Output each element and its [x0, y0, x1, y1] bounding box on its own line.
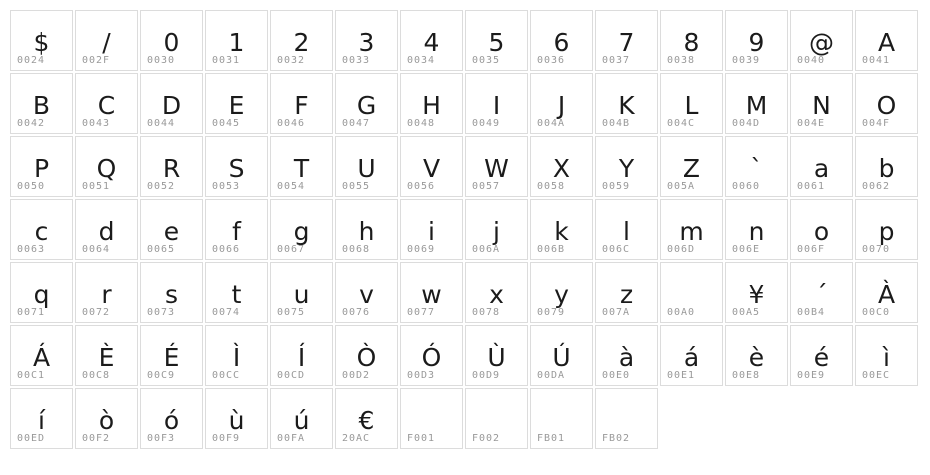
glyph-char: M: [745, 91, 768, 120]
glyph-cell-00F9[interactable]: [205, 388, 268, 449]
codepoint-label: 00DA: [537, 370, 566, 381]
glyph-cell-0043[interactable]: [75, 73, 138, 134]
glyph-char: 9: [748, 28, 765, 57]
glyph-cell-00CD[interactable]: [270, 325, 333, 386]
codepoint-label: FB01: [537, 433, 566, 444]
codepoint-label: 00B4: [797, 307, 826, 318]
glyph-char: T: [293, 154, 310, 183]
codepoint-label: 0036: [537, 55, 566, 66]
glyph-char: ´: [815, 280, 828, 309]
glyph-char: u: [293, 280, 310, 309]
glyph-char: C: [97, 91, 116, 120]
glyph-char: ù: [228, 406, 245, 435]
codepoint-label: 00C0: [862, 307, 891, 318]
glyph-cell-0055[interactable]: [335, 136, 398, 197]
codepoint-label: FB02: [602, 433, 631, 444]
codepoint-label: 0047: [342, 118, 371, 129]
glyph-cell-0075[interactable]: [270, 262, 333, 323]
glyph-char: U: [357, 154, 376, 183]
glyph-char: A: [877, 28, 896, 57]
codepoint-label: 0046: [277, 118, 306, 129]
codepoint-label: 0037: [602, 55, 631, 66]
codepoint-label: 0050: [17, 181, 46, 192]
glyph-cell-006A[interactable]: [465, 199, 528, 260]
glyph-cell-0074[interactable]: [205, 262, 268, 323]
codepoint-label: 00E0: [602, 370, 631, 381]
glyph-cell-0032[interactable]: [270, 10, 333, 71]
glyph-cell-0056[interactable]: [400, 136, 463, 197]
codepoint-label: 0060: [732, 181, 761, 192]
glyph-cell-0069[interactable]: [400, 199, 463, 260]
codepoint-label: 004D: [732, 118, 761, 129]
glyph-char: ó: [163, 406, 180, 435]
glyph-cell-00CC[interactable]: [205, 325, 268, 386]
glyph-cell-00E8[interactable]: [725, 325, 788, 386]
glyph-char: Ì: [232, 343, 241, 372]
codepoint-label: 00CC: [212, 370, 241, 381]
codepoint-label: 00E8: [732, 370, 761, 381]
glyph-cell-00A0[interactable]: [660, 262, 723, 323]
codepoint-label: 0032: [277, 55, 306, 66]
codepoint-label: 002F: [82, 55, 111, 66]
glyph-cell-00C0[interactable]: [855, 262, 918, 323]
glyph-cell-004B[interactable]: [595, 73, 658, 134]
glyph-char: L: [684, 91, 699, 120]
glyph-char: v: [359, 280, 374, 309]
codepoint-label: 007A: [602, 307, 631, 318]
glyph-cell-0049[interactable]: [465, 73, 528, 134]
glyph-char: 3: [358, 28, 375, 57]
codepoint-label: 006B: [537, 244, 566, 255]
codepoint-label: 0061: [797, 181, 826, 192]
codepoint-label: 00A0: [667, 307, 696, 318]
glyph-char: E: [228, 91, 245, 120]
glyph-char: ì: [883, 343, 890, 372]
codepoint-label: 0066: [212, 244, 241, 255]
codepoint-label: 0074: [212, 307, 241, 318]
glyph-char: S: [228, 154, 245, 183]
glyph-cell-0048[interactable]: [400, 73, 463, 134]
codepoint-label: 0045: [212, 118, 241, 129]
glyph-cell-00EC[interactable]: [855, 325, 918, 386]
codepoint-label: 006C: [602, 244, 631, 255]
glyph-char: 8: [683, 28, 700, 57]
glyph-char: 7: [618, 28, 635, 57]
glyph-char: 5: [488, 28, 505, 57]
glyph-char: €: [358, 406, 375, 435]
glyph-cell-0066[interactable]: [205, 199, 268, 260]
glyph-char: d: [98, 217, 115, 246]
glyph-char: n: [748, 217, 765, 246]
glyph-cell-0078[interactable]: [465, 262, 528, 323]
codepoint-label: 0073: [147, 307, 176, 318]
glyph-char: É: [163, 343, 180, 372]
glyph-char: m: [679, 217, 704, 246]
glyph-cell-FB01[interactable]: [530, 388, 593, 449]
codepoint-label: 0069: [407, 244, 436, 255]
glyph-cell-F001[interactable]: [400, 388, 463, 449]
glyph-char: z: [619, 280, 634, 309]
glyph-cell-0040[interactable]: [790, 10, 853, 71]
codepoint-label: 0054: [277, 181, 306, 192]
glyph-char: X: [552, 154, 571, 183]
glyph-cell-00D2[interactable]: [335, 325, 398, 386]
glyph-char: Í: [297, 343, 306, 372]
codepoint-label: 0057: [472, 181, 501, 192]
glyph-cell-004A[interactable]: [530, 73, 593, 134]
codepoint-label: 0078: [472, 307, 501, 318]
codepoint-label: 0071: [17, 307, 46, 318]
codepoint-label: 00EC: [862, 370, 891, 381]
codepoint-label: 005A: [667, 181, 696, 192]
codepoint-label: 004C: [667, 118, 696, 129]
glyph-char: O: [876, 91, 897, 120]
glyph-cell-006F[interactable]: [790, 199, 853, 260]
codepoint-label: 00D2: [342, 370, 371, 381]
glyph-char: y: [554, 280, 569, 309]
glyph-cell-0037[interactable]: [595, 10, 658, 71]
codepoint-label: 0077: [407, 307, 436, 318]
codepoint-label: 004B: [602, 118, 631, 129]
glyph-char: k: [554, 217, 569, 246]
glyph-char: b: [878, 154, 895, 183]
glyph-cell-0061[interactable]: [790, 136, 853, 197]
glyph-char: À: [877, 280, 896, 309]
glyph-char: j: [493, 217, 500, 246]
codepoint-label: 20AC: [342, 433, 371, 444]
glyph-cell-0030[interactable]: [140, 10, 203, 71]
codepoint-label: 00E9: [797, 370, 826, 381]
codepoint-label: 0040: [797, 55, 826, 66]
codepoint-label: 0068: [342, 244, 371, 255]
glyph-char: o: [813, 217, 830, 246]
glyph-cell-006D[interactable]: [660, 199, 723, 260]
glyph-char: 6: [553, 28, 570, 57]
glyph-cell-0033[interactable]: [335, 10, 398, 71]
glyph-char: È: [98, 343, 115, 372]
glyph-cell-0034[interactable]: [400, 10, 463, 71]
glyph-cell-0053[interactable]: [205, 136, 268, 197]
glyph-cell-007A[interactable]: [595, 262, 658, 323]
glyph-cell-0052[interactable]: [140, 136, 203, 197]
glyph-cell-0077[interactable]: [400, 262, 463, 323]
codepoint-label: 0033: [342, 55, 371, 66]
glyph-cell-0051[interactable]: [75, 136, 138, 197]
glyph-cell-005A[interactable]: [660, 136, 723, 197]
glyph-char: $: [33, 28, 50, 57]
codepoint-label: 00F9: [212, 433, 241, 444]
codepoint-label: 0024: [17, 55, 46, 66]
glyph-cell-0073[interactable]: [140, 262, 203, 323]
glyph-cell-00E9[interactable]: [790, 325, 853, 386]
glyph-char: P: [33, 154, 50, 183]
glyph-cell-004C[interactable]: [660, 73, 723, 134]
glyph-char: h: [358, 217, 375, 246]
glyph-cell-00ED[interactable]: [10, 388, 73, 449]
glyph-char: f: [232, 217, 241, 246]
glyph-cell-0024[interactable]: [10, 10, 73, 71]
codepoint-label: 0079: [537, 307, 566, 318]
glyph-cell-0065[interactable]: [140, 199, 203, 260]
glyph-cell-0050[interactable]: [10, 136, 73, 197]
codepoint-label: 00D9: [472, 370, 501, 381]
codepoint-label: 0034: [407, 55, 436, 66]
codepoint-label: 0039: [732, 55, 761, 66]
glyph-char: /: [102, 28, 111, 57]
codepoint-label: 006A: [472, 244, 501, 255]
glyph-char: 0: [163, 28, 180, 57]
glyph-char: V: [422, 154, 441, 183]
codepoint-label: 004F: [862, 118, 891, 129]
glyph-char: I: [492, 91, 501, 120]
codepoint-label: 0035: [472, 55, 501, 66]
glyph-cell-0035[interactable]: [465, 10, 528, 71]
glyph-char: B: [32, 91, 51, 120]
codepoint-label: 00F2: [82, 433, 111, 444]
glyph-cell-0062[interactable]: [855, 136, 918, 197]
glyph-char: Ò: [356, 343, 377, 372]
glyph-char: r: [101, 280, 112, 309]
glyph-cell-002F[interactable]: [75, 10, 138, 71]
codepoint-label: 006E: [732, 244, 761, 255]
codepoint-label: 0062: [862, 181, 891, 192]
codepoint-label: 0064: [82, 244, 111, 255]
glyph-char: Ú: [552, 343, 571, 372]
glyph-cell-004E[interactable]: [790, 73, 853, 134]
glyph-char: Z: [682, 154, 701, 183]
glyph-cell-0036[interactable]: [530, 10, 593, 71]
glyph-char: q: [33, 280, 50, 309]
glyph-cell-0060[interactable]: [725, 136, 788, 197]
codepoint-label: 0067: [277, 244, 306, 255]
glyph-cell-00B4[interactable]: [790, 262, 853, 323]
glyph-cell-20AC[interactable]: [335, 388, 398, 449]
codepoint-label: 0048: [407, 118, 436, 129]
glyph-char: ¥: [748, 280, 765, 309]
codepoint-label: 0030: [147, 55, 176, 66]
glyph-char: N: [812, 91, 831, 120]
glyph-cell-00F3[interactable]: [140, 388, 203, 449]
glyph-cell-00D9[interactable]: [465, 325, 528, 386]
glyph-char: c: [34, 217, 49, 246]
glyph-char: Ù: [487, 343, 506, 372]
glyph-char: e: [163, 217, 180, 246]
codepoint-label: 0041: [862, 55, 891, 66]
glyph-cell-0067[interactable]: [270, 199, 333, 260]
codepoint-label: 004E: [797, 118, 826, 129]
glyph-char: t: [231, 280, 242, 309]
glyph-cell-006E[interactable]: [725, 199, 788, 260]
glyph-cell-00DA[interactable]: [530, 325, 593, 386]
glyph-cell-006C[interactable]: [595, 199, 658, 260]
glyph-char: F: [294, 91, 309, 120]
glyph-char: 4: [423, 28, 440, 57]
glyph-char: è: [748, 343, 765, 372]
codepoint-label: 00C9: [147, 370, 176, 381]
glyph-cell-006B[interactable]: [530, 199, 593, 260]
codepoint-label: 0056: [407, 181, 436, 192]
glyph-char: 2: [293, 28, 310, 57]
codepoint-label: F001: [407, 433, 436, 444]
codepoint-label: 0051: [82, 181, 111, 192]
glyph-cell-00E1[interactable]: [660, 325, 723, 386]
glyph-cell-004D[interactable]: [725, 73, 788, 134]
glyph-char: ú: [293, 406, 310, 435]
glyph-cell-00A5[interactable]: [725, 262, 788, 323]
glyph-char: 1: [228, 28, 245, 57]
glyph-char: W: [484, 154, 509, 183]
glyph-cell-0042[interactable]: [10, 73, 73, 134]
glyph-char: í: [38, 406, 45, 435]
glyph-cell-00C9[interactable]: [140, 325, 203, 386]
glyph-char: R: [162, 154, 181, 183]
codepoint-label: 006D: [667, 244, 696, 255]
glyph-char: `: [750, 154, 763, 183]
codepoint-label: 00E1: [667, 370, 696, 381]
glyph-cell-00C8[interactable]: [75, 325, 138, 386]
glyph-cell-0079[interactable]: [530, 262, 593, 323]
glyph-cell-0057[interactable]: [465, 136, 528, 197]
glyph-cell-0076[interactable]: [335, 262, 398, 323]
glyph-char: Q: [96, 154, 117, 183]
glyph-char: ò: [98, 406, 115, 435]
glyph-char: D: [161, 91, 182, 120]
glyph-cell-00D3[interactable]: [400, 325, 463, 386]
codepoint-label: 0042: [17, 118, 46, 129]
codepoint-label: 0053: [212, 181, 241, 192]
codepoint-label: 00ED: [17, 433, 46, 444]
glyph-char: Á: [32, 343, 51, 372]
codepoint-label: 004A: [537, 118, 566, 129]
codepoint-label: 0058: [537, 181, 566, 192]
glyph-char: p: [878, 217, 895, 246]
glyph-cell-0058[interactable]: [530, 136, 593, 197]
codepoint-label: 0049: [472, 118, 501, 129]
codepoint-label: 0043: [82, 118, 111, 129]
glyph-cell-0039[interactable]: [725, 10, 788, 71]
codepoint-label: 0076: [342, 307, 371, 318]
glyph-cell-0070[interactable]: [855, 199, 918, 260]
glyph-cell-0041[interactable]: [855, 10, 918, 71]
character-map-grid: [10, 10, 920, 449]
glyph-char: s: [164, 280, 179, 309]
codepoint-label: 0065: [147, 244, 176, 255]
glyph-cell-0045[interactable]: [205, 73, 268, 134]
glyph-cell-0068[interactable]: [335, 199, 398, 260]
glyph-cell-0059[interactable]: [595, 136, 658, 197]
glyph-char: @: [809, 28, 834, 57]
codepoint-label: 0055: [342, 181, 371, 192]
codepoint-label: 0075: [277, 307, 306, 318]
codepoint-label: 00CD: [277, 370, 306, 381]
glyph-char: é: [813, 343, 830, 372]
glyph-cell-0038[interactable]: [660, 10, 723, 71]
glyph-char: Ó: [421, 343, 442, 372]
glyph-cell-004F[interactable]: [855, 73, 918, 134]
glyph-char: i: [428, 217, 435, 246]
glyph-char: g: [293, 217, 310, 246]
glyph-cell-0046[interactable]: [270, 73, 333, 134]
codepoint-label: 0070: [862, 244, 891, 255]
codepoint-label: 0072: [82, 307, 111, 318]
glyph-cell-00C1[interactable]: [10, 325, 73, 386]
glyph-char: J: [557, 91, 566, 120]
codepoint-label: 00F3: [147, 433, 176, 444]
codepoint-label: 00FA: [277, 433, 306, 444]
glyph-char: G: [356, 91, 377, 120]
codepoint-label: 0031: [212, 55, 241, 66]
codepoint-label: 00A5: [732, 307, 761, 318]
glyph-cell-00FA[interactable]: [270, 388, 333, 449]
codepoint-label: 0059: [602, 181, 631, 192]
glyph-cell-0047[interactable]: [335, 73, 398, 134]
codepoint-label: F002: [472, 433, 501, 444]
codepoint-label: 0044: [147, 118, 176, 129]
glyph-char: K: [618, 91, 635, 120]
codepoint-label: 0038: [667, 55, 696, 66]
glyph-cell-0071[interactable]: [10, 262, 73, 323]
glyph-char: l: [623, 217, 630, 246]
glyph-cell-0054[interactable]: [270, 136, 333, 197]
codepoint-label: 0052: [147, 181, 176, 192]
codepoint-label: 00C1: [17, 370, 46, 381]
glyph-char: à: [618, 343, 635, 372]
glyph-cell-00F2[interactable]: [75, 388, 138, 449]
glyph-cell-0072[interactable]: [75, 262, 138, 323]
glyph-cell-00E0[interactable]: [595, 325, 658, 386]
glyph-cell-0031[interactable]: [205, 10, 268, 71]
glyph-char: w: [421, 280, 442, 309]
glyph-cell-0064[interactable]: [75, 199, 138, 260]
glyph-char: a: [813, 154, 830, 183]
glyph-cell-F002[interactable]: [465, 388, 528, 449]
codepoint-label: 006F: [797, 244, 826, 255]
glyph-cell-0063[interactable]: [10, 199, 73, 260]
glyph-char: Y: [618, 154, 635, 183]
glyph-cell-FB02[interactable]: [595, 388, 658, 449]
glyph-cell-0044[interactable]: [140, 73, 203, 134]
glyph-char: x: [489, 280, 504, 309]
codepoint-label: 00D3: [407, 370, 436, 381]
glyph-char: á: [683, 343, 700, 372]
codepoint-label: 00C8: [82, 370, 111, 381]
codepoint-label: 0063: [17, 244, 46, 255]
glyph-char: H: [422, 91, 441, 120]
